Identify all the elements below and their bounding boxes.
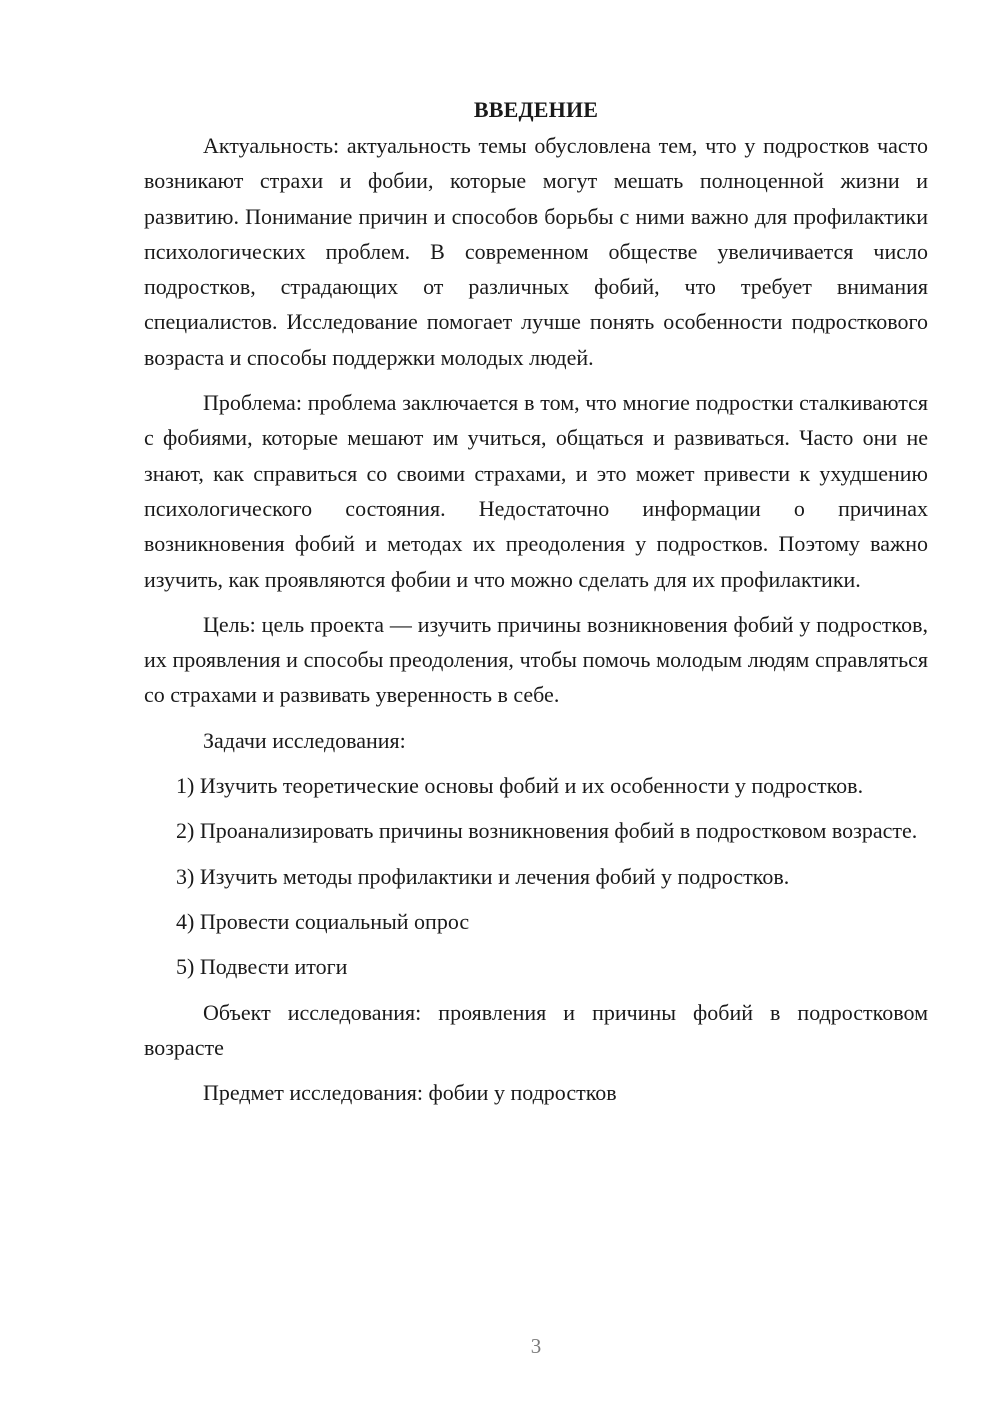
task-item-1: 1) Изучить теоретические основы фобий и их особенности у подростков. bbox=[176, 773, 864, 799]
tasks-heading: Задачи исследования: bbox=[203, 727, 406, 753]
object-paragraph: Объект исследования: проявления и причины фобий в подростковом возрасте bbox=[144, 999, 928, 1060]
page-number: 3 bbox=[530, 1334, 542, 1358]
relevance-paragraph: Актуальность: актуальность темы обусловлена тем, что у подростков часто возникают страхи и фобии, которые могут мешать полноценной жизни и развитию. Понимание причин и способов борьбы с ними важно для профилактики психологических проблем. В современном обществе увеличивается число подростков, страдающих от различных фобий, что требует внимания специалистов. Исследование помогает лучше понять особенности подросткового возраста и способы поддержки молодых людей. bbox=[144, 133, 928, 370]
goal-paragraph: Цель: цель проекта — изучить причины возникновения фобий у подростков, их проявления и способы преодоления, чтобы помочь молодым людям справляться со страхами и развивать уверенность в себе. bbox=[144, 611, 928, 708]
page-content bbox=[144, 92, 928, 1110]
section-heading: ВВЕДЕНИЕ bbox=[473, 97, 599, 122]
problem-paragraph: Проблема: проблема заключается в том, что многие подростки сталкиваются с фобиями, которые мешают им учиться, общаться и развиваться. Часто они не знают, как справиться со своими страхами, и это может привести к ухудшению психологического состояния. Недостаточно информации о причинах возникновения фобий и методах их преодоления у подростков. Поэтому важно изучить, как проявляются фобии и что можно сделать для их профилактики. bbox=[144, 390, 928, 592]
task-item-3: 3) Изучить методы профилактики и лечения фобий у подростков. bbox=[176, 863, 790, 889]
task-item-5: 5) Подвести итоги bbox=[176, 954, 348, 980]
subject-paragraph: Предмет исследования: фобии у подростков bbox=[203, 1080, 617, 1106]
task-item-4: 4) Провести социальный опрос bbox=[176, 908, 470, 934]
task-item-2: 2) Проанализировать причины возникновения фобий в подростковом возрасте. bbox=[176, 818, 918, 844]
